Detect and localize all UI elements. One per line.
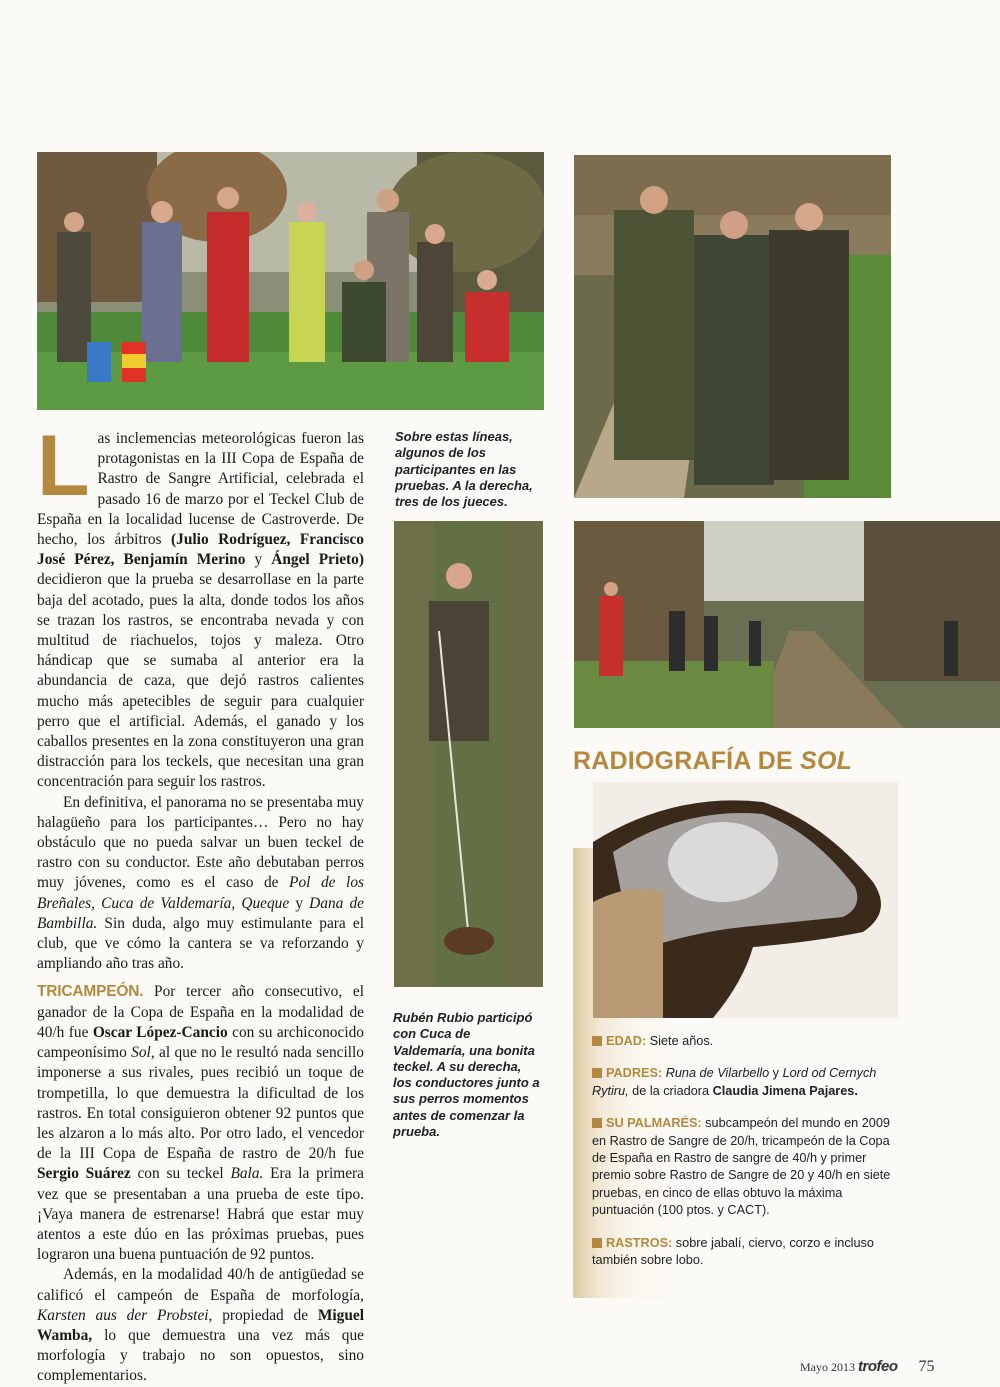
fact-rastros-label: RASTROS: xyxy=(606,1235,673,1250)
photo-xray-dog-sol xyxy=(593,782,898,1018)
sidebar-title-main: RADIOGRAFÍA DE xyxy=(573,747,801,775)
article-paragraph-4 xyxy=(37,1265,364,1386)
article-paragraph-2 xyxy=(37,793,364,975)
sidebar-title-dog: SOL xyxy=(800,747,853,775)
fact-edad-value: Siete años. xyxy=(646,1034,714,1048)
fact-padres-breeder: Claudia Jimena Pajares. xyxy=(712,1083,858,1098)
fact-padres-mid: de la criadora xyxy=(628,1083,713,1098)
bullet-square-icon xyxy=(592,1118,602,1128)
sidebar-title xyxy=(573,747,852,776)
p4-text-c: lo que demuestra una vez más que morfología y trabajo no son opuestos, sino complementarios. xyxy=(37,1326,364,1385)
caption-ruben-rubio xyxy=(393,1010,543,1140)
fact-padres-dam: Lord od Cernych Rytiru, xyxy=(592,1066,877,1098)
caption-ruben-dog: Cuca de Valdemaría, xyxy=(393,1026,471,1058)
p1-judge4: Ángel Prieto) xyxy=(271,551,364,569)
p4-text-b: propiedad de xyxy=(212,1306,318,1324)
p1-text-b: decidieron que la prueba se desarrollase en la parte baja del acotado, pues la alta, donde todos los años se trazan los rastros, se encontraba nevada y con multitud de riachuelos, tojos y maleza. Otro hándicap que se sumaba al anterior era la abundancia de caza, que dejó rastros calientes mucho más apetecibles de seguir para cualquier perro que el artificial. Además, el ganado y los caballos presentes en la zona constituyeron una gran distracción para los teckels, que necesitan una gran concentración para seguir los rastros. xyxy=(37,571,364,791)
footer-brand-logo: trofeo xyxy=(858,1358,898,1375)
article-dropcap: L xyxy=(37,418,90,514)
p3-text-d: con su teckel xyxy=(130,1165,231,1183)
bullet-square-icon xyxy=(592,1036,602,1046)
article-paragraph-3 xyxy=(37,982,364,1265)
p2-text-b: Sin duda, algo muy estimulante para el club, que ve cómo la cantera se va reforzando y ampliando año tras año. xyxy=(37,914,364,973)
p3-oscar: Oscar López-Cancio xyxy=(92,1023,228,1041)
article-paragraph-1 xyxy=(37,418,364,793)
photo-ruben-rubio-with-teckel xyxy=(394,521,543,987)
p3-sol: Sol, xyxy=(131,1044,155,1062)
fact-palmares-value: subcampeón del mundo en 2009 en Rastro de Sangre de 20/h, tricampeón de la Copa de España en Rastro de sangre de 40/h y primer premio sobre Rastro de Sangre de 20 y 40/h en siete pruebas, en cinco de ellas obtuvo la máxima puntuación (100 ptos. y CACT). xyxy=(592,1116,891,1218)
p2-y: y xyxy=(289,894,310,912)
fact-palmares-label: SU PALMARÉS: xyxy=(606,1116,702,1131)
caption-ruben-name: Rubén Rubio xyxy=(393,1010,474,1025)
fact-padres-label: PADRES: xyxy=(606,1066,663,1081)
p4-miguel: Miguel Wamba, xyxy=(37,1306,365,1344)
p3-text-c: al que no le resultó nada sencillo imponerse a sus rivales, pues recibió un toque de trompetilla, lo que demuestra la dificultad de los rastros. En total consiguieron obtener 92 puntos que les alzaron a lo más alto. Por otro lado, el vencedor de la III Copa de España de rastro de 20/h fue xyxy=(37,1044,365,1163)
p1-text-a: as inclemencias meteorológicas fueron las protagonistas en la III Copa de España de Rastro de Sangre Artificial, celebrada el pasado 16 de marzo por el Teckel Club de España en la localidad lucense de Castroverde. De hecho, los árbitros xyxy=(37,430,364,549)
fact-edad xyxy=(592,1033,904,1050)
caption-ruben-d: una bonita teckel. A su derecha, los conductores junto a sus perros momentos antes de comenzar la prueba. xyxy=(393,1042,540,1140)
bullet-square-icon xyxy=(592,1068,602,1078)
fact-palmares xyxy=(592,1115,904,1219)
p1-y: y xyxy=(245,551,272,569)
p4-text-a: Además, en la modalidad 40/h de antigüedad se calificó el campeón de España de morfología, xyxy=(37,1266,364,1304)
p3-sergio: Sergio Suárez xyxy=(37,1165,131,1183)
caption-ruben-b: participó con xyxy=(393,1010,533,1042)
caption-participants-and-judges: Sobre estas líneas, algunos de los participantes en las pruebas. A la derecha, tres de los jueces. xyxy=(395,429,533,510)
fact-rastros-value: sobre jabalí, ciervo, corzo e incluso también sobre lobo. xyxy=(592,1235,874,1268)
p2-dogs-2: Dana de Bambilla. xyxy=(37,894,364,932)
page-number: 75 xyxy=(918,1358,935,1375)
footer-issue-date: Mayo 2013 xyxy=(800,1360,855,1374)
bullet-square-icon xyxy=(592,1238,602,1248)
p3-text-b: con su archiconocido campeonísimo xyxy=(37,1023,364,1062)
photo-conductors-on-trail xyxy=(574,521,1000,728)
p1-judges: (Julio Rodríguez, Francisco José Pérez, Benjamín Merino xyxy=(37,531,364,569)
fact-padres xyxy=(592,1065,904,1100)
fact-rastros xyxy=(592,1235,904,1270)
sidebar-facts xyxy=(592,1033,904,1284)
page-footer xyxy=(800,1358,935,1376)
p3-text-a: Por tercer año consecutivo, el ganador de la Copa de España en la modalidad de 40/h fue xyxy=(37,983,364,1041)
fact-padres-sire: Runa de Vilarbello xyxy=(665,1066,770,1081)
p3-bala: Bala. xyxy=(230,1165,264,1183)
photo-three-judges xyxy=(574,155,891,498)
p2-dogs-1: Pol de los Breñales, Cuca de Valdemaría, Queque xyxy=(37,874,364,912)
p3-text-e: Era la primera vez que se presentaban a una prueba de este tipo. ¡Vaya manera de estrenarse! Habrá que estar muy atentos a este dúo en las próximas pruebas, pues lograron una buena puntuación de 92 puntos. xyxy=(37,1165,364,1264)
p4-karsten: Karsten aus der Probstei, xyxy=(37,1306,213,1324)
p2-text-a: En definitiva, el panorama no se presentaba muy halagüeño para los participantes… Pero no hay obstáculo que no pueda salvar un buen teckel de rastro con su conductor. Este año debutaban perros muy jóvenes, como es el caso de xyxy=(37,793,364,892)
photo-participants-group xyxy=(37,152,544,410)
fact-edad-label: EDAD: xyxy=(606,1034,647,1048)
fact-padres-y: y xyxy=(769,1066,783,1081)
article-body xyxy=(37,418,365,1387)
subhead-tricampeon: TRICAMPEÓN. xyxy=(37,983,144,1001)
